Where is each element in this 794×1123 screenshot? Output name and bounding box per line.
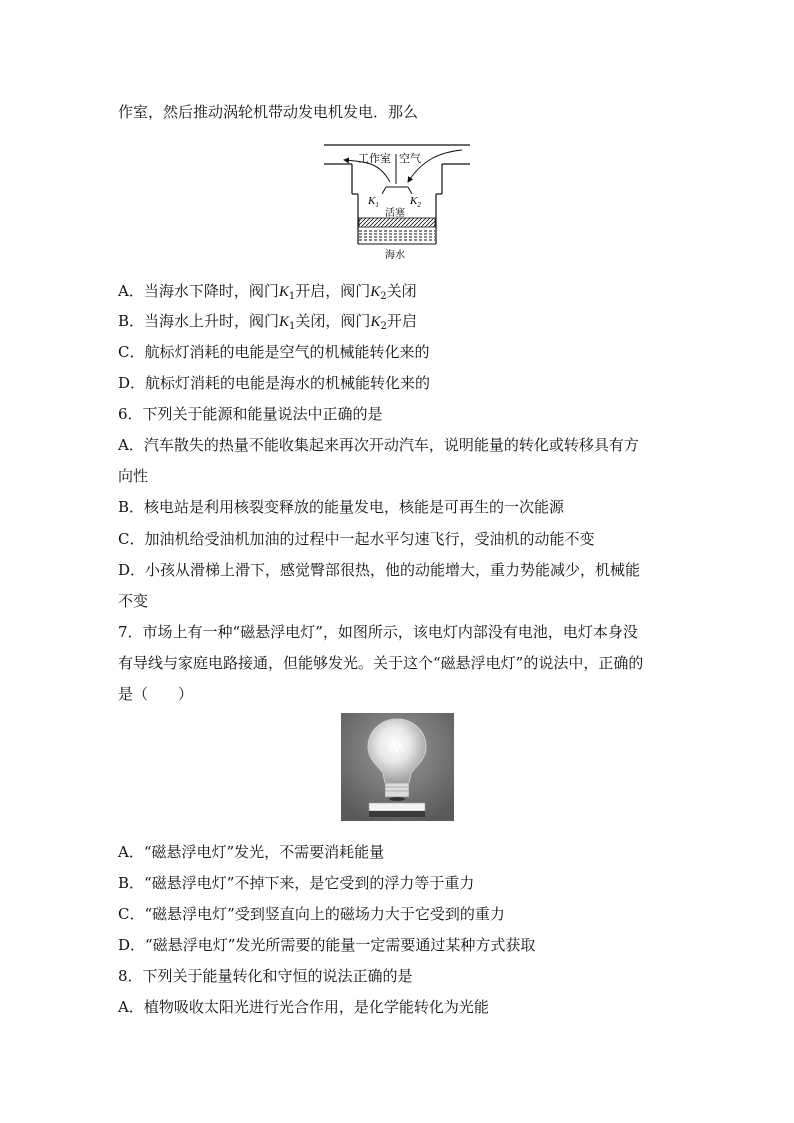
piston-label: 活塞 xyxy=(385,208,405,219)
q8-stem: 8．下列关于能量转化和守恒的说法正确的是 xyxy=(118,967,413,985)
magnetic-base-top xyxy=(369,803,425,811)
q7-stem-line2: 有导线与家庭电路接通，但能够发光。关于这个“磁悬浮电灯”的说法中，正确的 xyxy=(118,654,644,672)
sea-water-surface xyxy=(359,231,435,240)
valve-k2-label: $K_2$ xyxy=(410,195,421,209)
magnetic-base-bottom xyxy=(369,811,425,817)
work-room-label: 工作室 xyxy=(358,152,391,165)
q7-option-c: C．“磁悬浮电灯”受到竖直向上的磁场力大于它受到的重力 xyxy=(118,905,505,923)
q6-option-d-line1: D．小孩从滑梯上滑下，感觉臀部很热，他的动能增大，重力势能减少，机械能 xyxy=(118,561,641,579)
piston xyxy=(359,218,435,227)
intro-text: 作室，然后推动涡轮机带动发电机发电．那么 xyxy=(118,103,419,121)
q6-option-c: C．加油机给受油机加油的过程中一起水平匀速飞行，受油机的动能不变 xyxy=(118,530,595,548)
q7-option-a: A．“磁悬浮电灯”发光，不需要消耗能量 xyxy=(118,843,385,861)
pneumatic-chamber-diagram xyxy=(322,142,472,262)
q6-option-b: B．核电站是利用核裂变释放的能量发电，核能是可再生的一次能源 xyxy=(118,498,565,516)
q8-option-a: A．植物吸收太阳光进行光合作用，是化学能转化为光能 xyxy=(118,998,489,1016)
q5-option-d: D．航标灯消耗的电能是海水的机械能转化来的 xyxy=(118,374,431,392)
q6-option-d-line2: 不变 xyxy=(118,592,149,610)
valve-k1-label: $K_1$ xyxy=(368,195,379,209)
q6-option-a-line1: A．汽车散失的热量不能收集起来再次开动汽车，说明能量的转化或转移具有方 xyxy=(118,436,639,454)
q7-stem-line1: 7．市场上有一种“磁悬浮电灯”，如图所示，该电灯内部没有电池，电灯本身没 xyxy=(118,623,638,641)
sea-water-label: 海水 xyxy=(385,250,405,261)
q7-stem-line3: 是（ ） xyxy=(118,685,194,703)
maglev-lamp-photo xyxy=(341,713,454,821)
bulb-base xyxy=(385,783,409,797)
valve-seat xyxy=(382,187,412,194)
q6-option-a-line2: 向性 xyxy=(118,467,149,485)
q5-option-b: B．当海水上升时，阀门$K_1$关闭，阀门$K_2$开启 xyxy=(118,312,417,332)
q7-option-b: B．“磁悬浮电灯”不掉下来，是它受到的浮力等于重力 xyxy=(118,874,475,892)
bulb-tip xyxy=(389,797,405,801)
q6-stem: 6．下列关于能源和能量说法中正确的是 xyxy=(118,405,383,423)
q7-option-d: D．“磁悬浮电灯”发光所需要的能量一定需要通过某种方式获取 xyxy=(118,936,536,954)
air-label: 空气 xyxy=(399,152,421,165)
q5-option-c: C．航标灯消耗的电能是空气的机械能转化来的 xyxy=(118,343,430,361)
q5-option-a: A．当海水下降时，阀门$K_1$开启，阀门$K_2$关闭 xyxy=(118,282,417,302)
